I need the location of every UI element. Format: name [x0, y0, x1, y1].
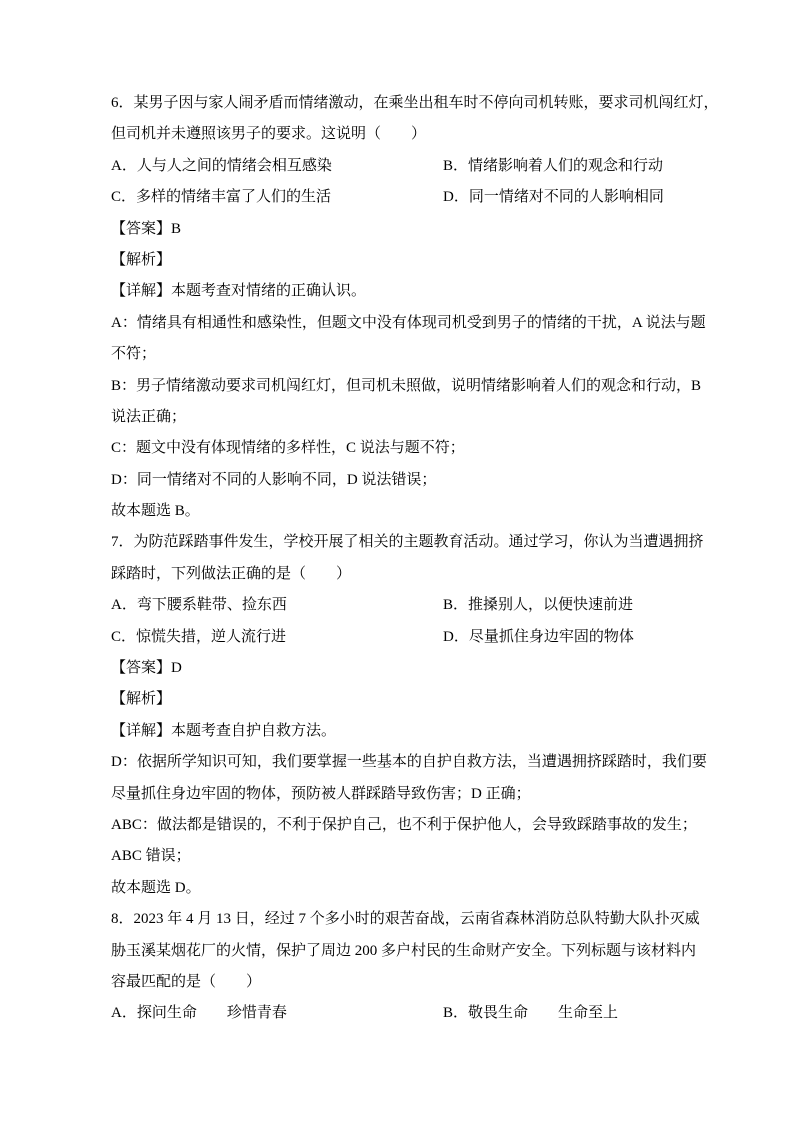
q7-options-row-cd: [111, 622, 751, 653]
q6-stem-line-2: 但司机并未遵照该男子的要求。这说明（ ）: [111, 126, 427, 143]
q7-detail-line-5: ABC 错误；: [111, 848, 191, 865]
q7-answer: 【答案】D: [111, 660, 182, 677]
q6-option-d: D．同一情绪对不同的人影响相同: [443, 189, 664, 206]
q7-detail-line-2: D：依据所学知识可知，我们要掌握一些基本的自护自救方法，当遭遇拥挤踩踏时，我们要: [111, 754, 707, 771]
q6-detail-line-3: 不符；: [111, 346, 157, 363]
q7-option-b: B．推搡别人，以便快速前进: [443, 597, 634, 614]
q8-stem-line-1: 8．2023 年 4 月 13 日，经过 7 个多小时的艰苦奋战，云南省森林消防总队特勤大队扑灭威: [111, 911, 700, 928]
q7-stem-line-1: 7．为防范踩踏事件发生，学校开展了相关的主题教育活动。通过学习，你认为当遭遇拥挤: [111, 534, 704, 551]
q6-options-row-ab: [111, 151, 751, 182]
q6-stem-line-1: 6．某男子因与家人闹矛盾而情绪激动，在乘坐出租车时不停向司机转账，要求司机闯红灯，: [111, 95, 719, 111]
q6-detail-line-5: 说法正确；: [111, 408, 187, 425]
q7-detail-line-6: 故本题选 D。: [111, 879, 201, 896]
q6-option-b: B．情绪影响着人们的观念和行动: [443, 157, 664, 174]
q7-options-row-ab: [111, 590, 751, 621]
q8-option-b: B．敬畏生命 生命至上: [443, 1005, 619, 1022]
q7-option-a: A．弯下腰系鞋带、捡东西: [111, 597, 287, 614]
q6-detail-line-8: 故本题选 B。: [111, 503, 200, 520]
q6-options-row-cd: [111, 182, 751, 213]
q6-option-a: A．人与人之间的情绪会相互感染: [111, 157, 332, 174]
q6-detail-line-1: 【详解】本题考查对情绪的正确认识。: [111, 283, 367, 300]
q6-detail-line-6: C：题文中没有体现情绪的多样性，C 说法与题不符；: [111, 440, 465, 457]
q7-option-c: C．惊慌失措，逆人流行进: [111, 628, 287, 645]
q7-analysis-label: 【解析】: [111, 691, 172, 708]
q7-option-d: D．尽量抓住身边牢固的物体: [443, 628, 634, 645]
q8-stem-line-2: 胁玉溪某烟花厂的火情，保护了周边 200 多户村民的生命财产安全。下列标题与该材料内: [111, 942, 697, 959]
q8-options-row-ab: [111, 998, 751, 1029]
q7-stem-line-2: 踩踏时，下列做法正确的是（ ）: [111, 565, 352, 582]
q7-detail-line-3: 尽量抓住身边牢固的物体，预防被人群踩踏导致伤害；D 正确；: [111, 785, 531, 802]
q8-option-a: A．探问生命 珍惜青春: [111, 1005, 287, 1022]
q6-option-c: C．多样的情绪丰富了人们的生活: [111, 189, 332, 206]
q6-detail-line-7: D：同一情绪对不同的人影响不同，D 说法错误；: [111, 471, 437, 488]
q6-answer: 【答案】B: [111, 220, 182, 237]
q7-detail-line-4: ABC：做法都是错误的，不利于保护自己，也不利于保护他人，会导致踩踏事故的发生；: [111, 816, 697, 833]
q8-stem-line-3: 容最匹配的是（ ）: [111, 973, 262, 990]
page-content: [111, 88, 751, 1030]
q7-detail-line-1: 【详解】本题考查自护自救方法。: [111, 722, 337, 739]
q6-detail-line-2: A：情绪具有相通性和感染性，但题文中没有体现司机受到男子的情绪的干扰，A 说法与题: [111, 314, 706, 331]
q6-detail-line-4: B：男子情绪激动要求司机闯红灯，但司机未照做，说明情绪影响着人们的观念和行动，B: [111, 377, 702, 394]
q6-analysis-label: 【解析】: [111, 251, 172, 268]
